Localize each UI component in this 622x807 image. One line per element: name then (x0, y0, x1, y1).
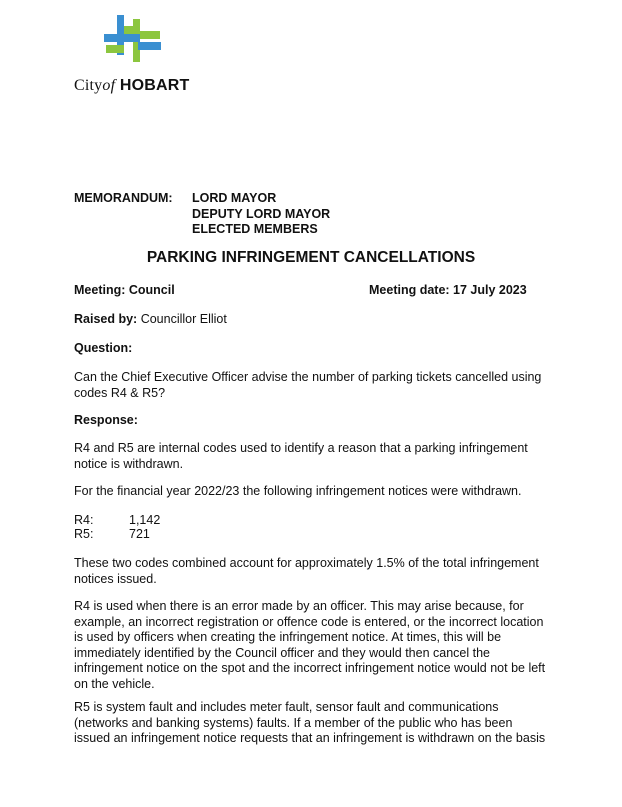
raised-by-value: Councillor Elliot (137, 312, 227, 326)
response-paragraph-2 (74, 484, 554, 500)
text-line: notice is withdrawn. (74, 456, 184, 471)
raised-by (74, 312, 227, 328)
raised-by-label: Raised by: (74, 312, 138, 326)
hobart-cross-logo-icon (104, 14, 162, 62)
logo-hobart-text: HOBART (119, 77, 190, 94)
logo-city-text: City (74, 77, 103, 94)
text-line: is used by officers when creating the infringement notice. At times, this will be (74, 630, 502, 644)
logo-wordmark (74, 77, 190, 95)
recipient-line: ELECTED MEMBERS (192, 222, 318, 236)
meeting-date: Meeting date: 17 July 2023 (369, 283, 527, 297)
document-title: PARKING INFRINGEMENT CANCELLATIONS (146, 249, 476, 266)
question-heading: Question: (74, 341, 133, 355)
memorandum-label: MEMORANDUM: (74, 191, 173, 205)
code-r5-value: 721 (129, 527, 150, 541)
text-line: R5 is system fault and includes meter fault, sensor fault and communications (74, 700, 499, 714)
response-paragraph-4 (74, 599, 554, 692)
text-line: example, an incorrect registration or offence code is entered, or the incorrect location (74, 614, 544, 629)
question-text (74, 370, 554, 401)
response-paragraph-1 (74, 441, 554, 472)
memo-recipients (192, 191, 330, 238)
text-line: notices issued. (74, 571, 157, 586)
text-line: (networks and banking systems) faults. If a member of the public who has been (74, 715, 513, 730)
response-heading: Response: (74, 413, 138, 427)
code-r5-label: R5: (74, 527, 94, 541)
text-line: R4 and R5 are internal codes used to identify a reason that a parking infringement (74, 441, 528, 455)
meeting-label: Meeting: Council (74, 283, 175, 297)
text-line: on the vehicle. (74, 676, 155, 691)
text-line: These two codes combined account for approximately 1.5% of the total infringement (74, 556, 539, 570)
text-line: For the financial year 2022/23 the following infringement notices were withdrawn. (74, 484, 522, 498)
logo-of-text: of (102, 77, 116, 94)
response-paragraph-3 (74, 556, 554, 587)
recipient-line: LORD MAYOR (192, 191, 277, 205)
text-line: R4 is used when there is an error made by an officer. This may arise because, for (74, 599, 524, 613)
recipient-line: DEPUTY LORD MAYOR (192, 206, 331, 221)
text-line: Can the Chief Executive Officer advise the number of parking tickets cancelled using (74, 370, 542, 384)
city-of-hobart-logo (74, 14, 204, 100)
code-r4-value: 1,142 (129, 513, 161, 527)
text-line: infringement notice on the spot and the incorrect infringement notice would not be left (74, 661, 546, 675)
text-line: issued an infringement notice requests that an infringement is withdrawn on the basis (74, 731, 546, 745)
text-line: immediately identified by the Council officer and they would then cancel the (74, 645, 490, 660)
response-paragraph-5 (74, 700, 554, 747)
text-line: codes R4 & R5? (74, 385, 166, 400)
code-r4-label: R4: (74, 513, 94, 527)
